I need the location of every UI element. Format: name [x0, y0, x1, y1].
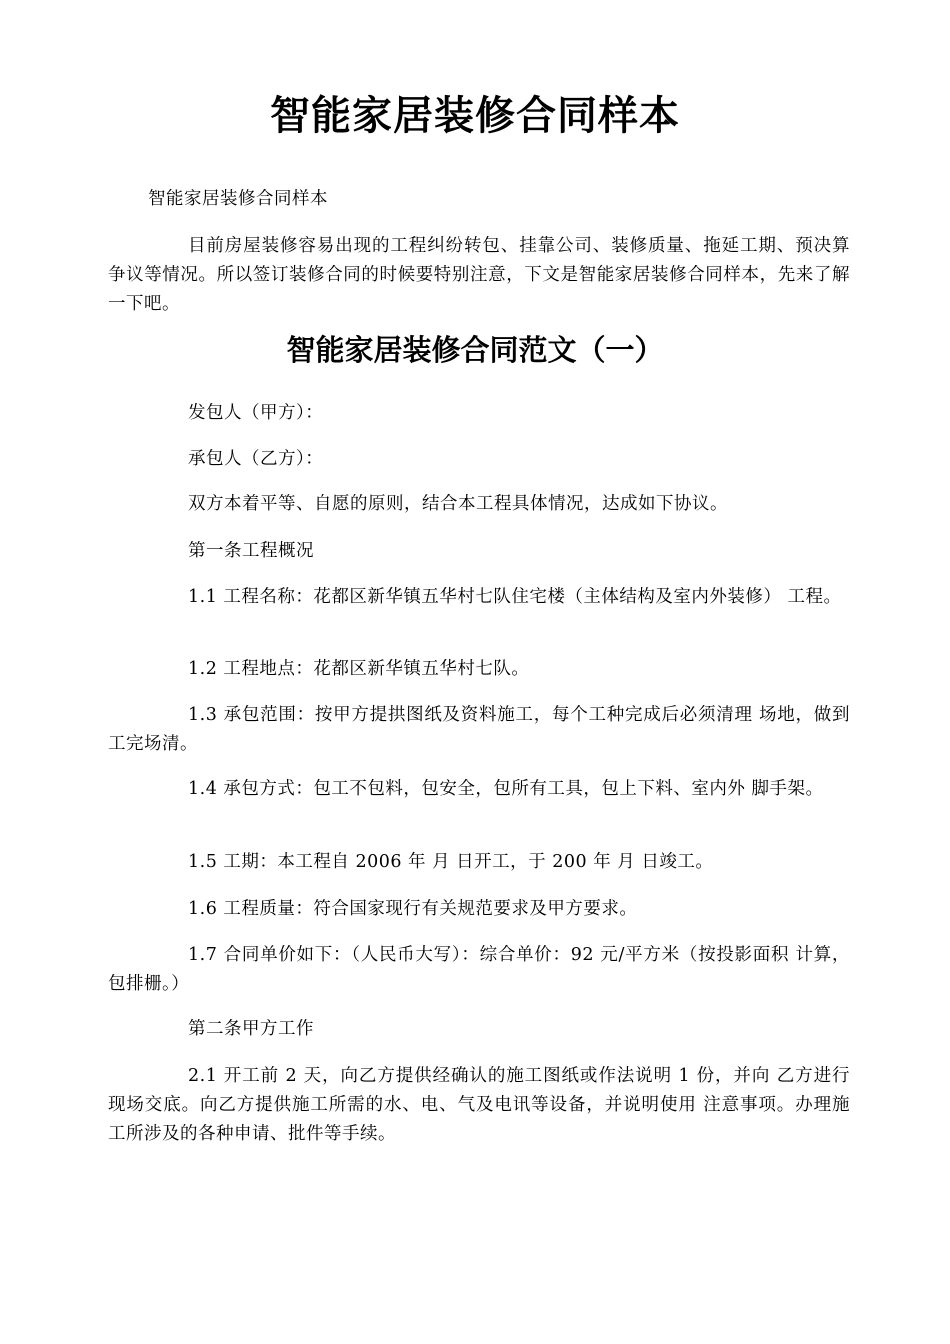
clause-2-1: 2.1 开工前 2 天，向乙方提供经确认的施工图纸或作法说明 1 份，并向 乙方进行现场交底。向乙方提供施工所需的水、电、气及电讯等设备，并说明使用 注意事项。办理施工所涉及的各种申请、批件等手续。 [108, 1066, 850, 1144]
paragraph-party-b: 承包人（乙方）： [188, 449, 324, 469]
intro-paragraph: 目前房屋装修容易出现的工程纠纷转包、挂靠公司、装修质量、拖延工期、预决算争议等情况。所以签订装修合同的时候要特别注意，下文是智能家居装修合同样本，先来了解一下吧。 [108, 236, 850, 314]
paragraph-party-a: 发包人（甲方）： [188, 403, 324, 423]
article-1-heading: 第一条工程概况 [188, 541, 314, 561]
clause-1-3: 1.3 承包范围：按甲方提拱图纸及资料施工，每个工种完成后必须清理 场地，做到工完场清。 [108, 705, 850, 754]
document-title: 智能家居装修合同样本 [270, 93, 680, 139]
clause-1-1: 1.1 工程名称：花都区新华镇五华村七队住宅楼（主体结构及室内外装修） 工程。 [188, 587, 842, 607]
clause-1-6: 1.6 工程质量：符合国家现行有关规范要求及甲方要求。 [188, 899, 638, 919]
clause-1-5: 1.5 工期：本工程自 2006 年 月 日开工，于 200 年 月 日竣工。 [188, 852, 714, 872]
section-title: 智能家居装修合同范文（一） [286, 333, 664, 367]
clause-1-7: 1.7 合同单价如下：（人民币大写）：综合单价：92 元/平方米（按投影面积 计算，包排栅。） [108, 945, 850, 994]
clause-1-2: 1.2 工程地点：花都区新华镇五华村七队。 [188, 659, 530, 679]
intro-name: 智能家居装修合同样本 [148, 189, 328, 209]
article-2-heading: 第二条甲方工作 [188, 1019, 314, 1039]
paragraph-agreement: 双方本着平等、自愿的原则，结合本工程具体情况，达成如下协议。 [188, 494, 728, 514]
clause-1-4: 1.4 承包方式：包工不包料，包安全，包所有工具，包上下料、室内外 脚手架。 [188, 779, 824, 799]
